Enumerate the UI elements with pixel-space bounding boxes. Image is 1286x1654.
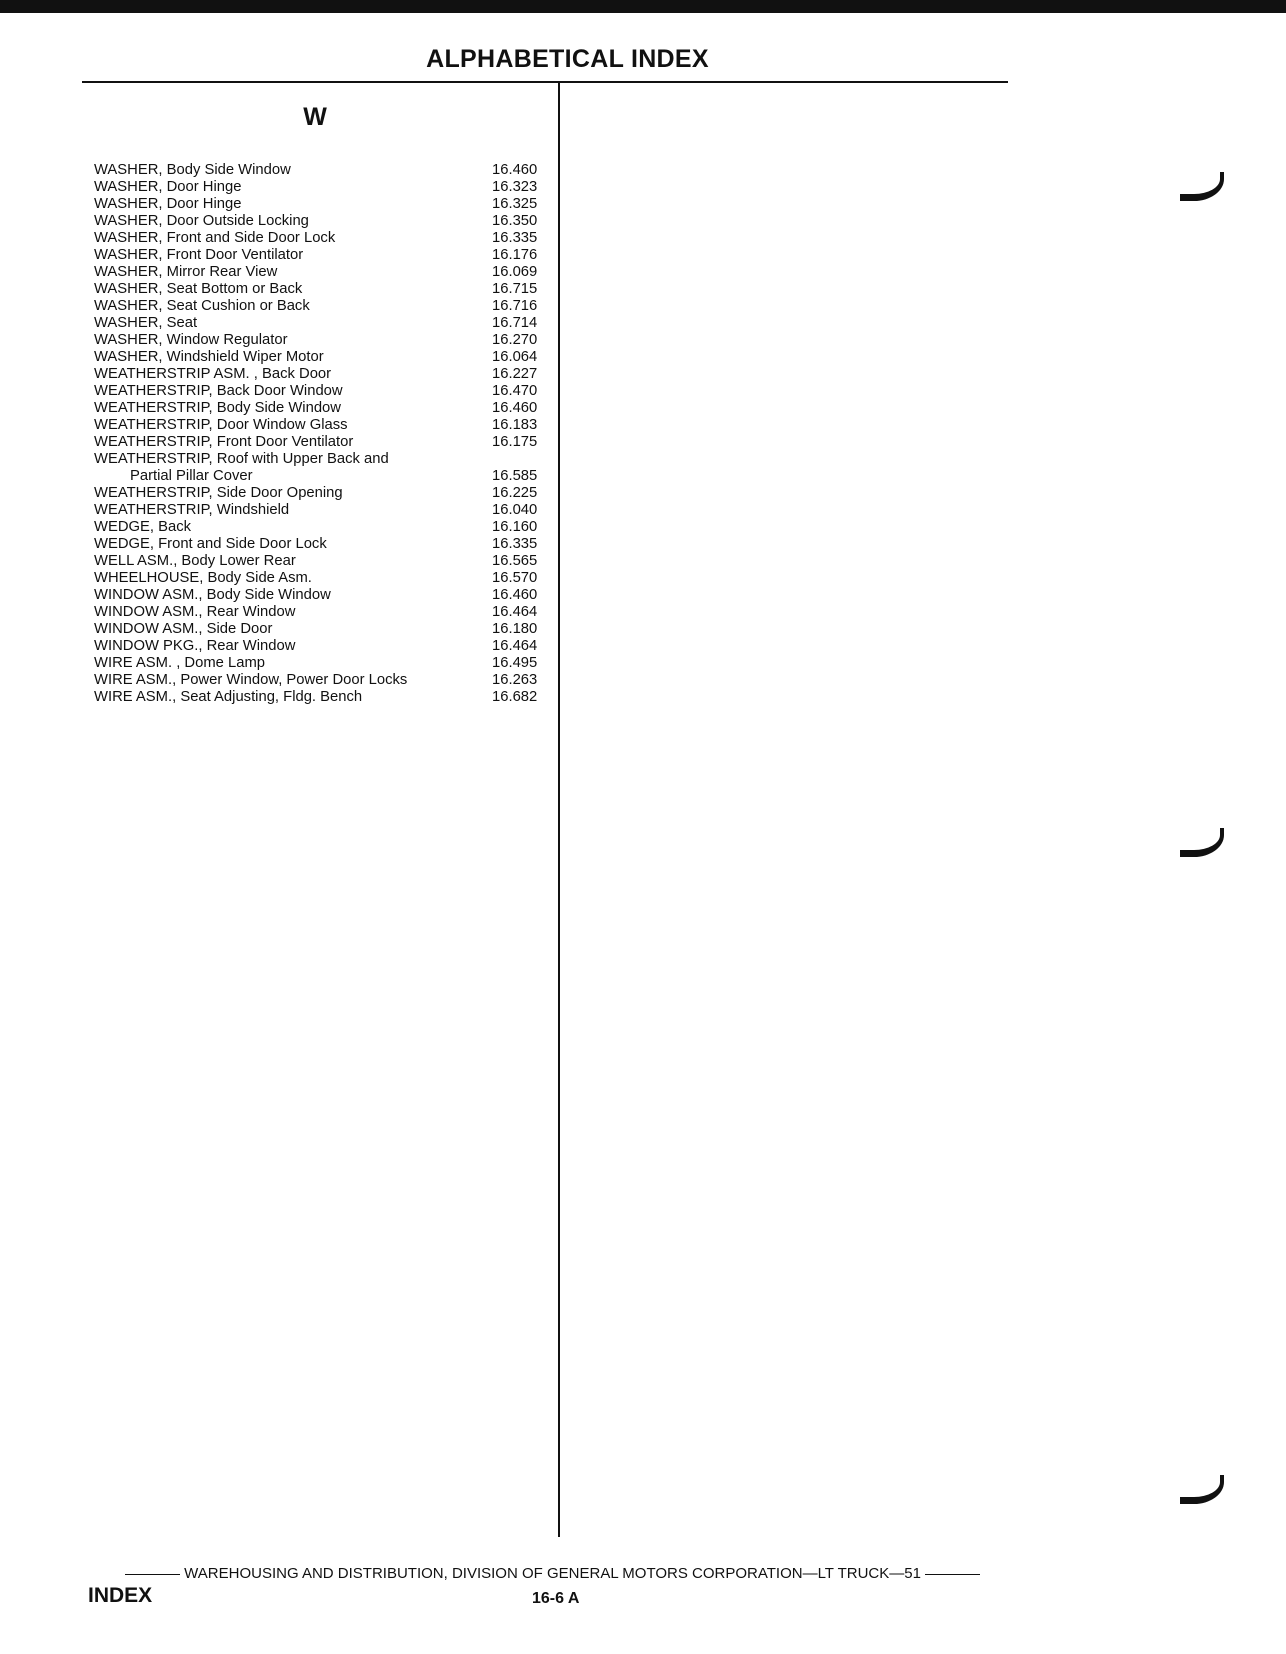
index-entry-label: WIRE ASM., Seat Adjusting, Fldg. Bench ..... xyxy=(94,689,452,706)
index-entry-label: WASHER, Seat ..... xyxy=(94,315,452,332)
index-entry xyxy=(94,604,549,621)
index-entry-page: 16.464 xyxy=(492,638,538,654)
index-entry-label: WINDOW ASM., Body Side Window ..... xyxy=(94,587,452,604)
index-entry xyxy=(94,298,549,315)
footer-rule-left xyxy=(125,1574,180,1575)
index-entry xyxy=(94,417,549,434)
index-entry-page: 16.227 xyxy=(492,366,538,382)
index-entry-page: 16.225 xyxy=(492,485,538,501)
index-entry xyxy=(94,366,549,383)
index-entry-label: WEATHERSTRIP, Door Window Glass ..... xyxy=(94,417,452,434)
index-entry xyxy=(94,264,549,281)
index-entry xyxy=(94,689,549,706)
index-entry-page: 16.263 xyxy=(492,672,538,688)
index-entry-page: 16.460 xyxy=(492,587,538,603)
index-entry xyxy=(94,434,549,451)
index-entry-page: 16.682 xyxy=(492,689,538,705)
index-entry-label: WEATHERSTRIP, Windshield ..... xyxy=(94,502,452,519)
index-entry-page: 16.335 xyxy=(492,230,538,246)
index-entry-label: WASHER, Seat Bottom or Back ..... xyxy=(94,281,452,298)
index-entry-label: WEDGE, Back ..... xyxy=(94,519,452,536)
publisher-footer xyxy=(125,1565,980,1582)
index-entry xyxy=(94,672,549,689)
section-letter: W xyxy=(303,103,327,131)
index-entry-label: WASHER, Mirror Rear View ..... xyxy=(94,264,452,281)
index-entry-label: WASHER, Door Hinge ..... xyxy=(94,179,452,196)
index-entry xyxy=(94,383,549,400)
index-entry xyxy=(94,213,549,230)
index-entry-label: WEATHERSTRIP, Side Door Opening ..... xyxy=(94,485,452,502)
index-entry-label: WEDGE, Front and Side Door Lock ..... xyxy=(94,536,452,553)
index-entry xyxy=(94,570,549,587)
index-entry xyxy=(94,230,549,247)
index-entry-page: 16.183 xyxy=(492,417,538,433)
index-entry xyxy=(94,485,549,502)
index-entry-label: WEATHERSTRIP, Body Side Window ..... xyxy=(94,400,452,417)
binder-punch-mark xyxy=(1180,172,1224,201)
page-number: 16-6 A xyxy=(532,1590,580,1607)
index-entry-label: WASHER, Body Side Window ..... xyxy=(94,162,452,179)
index-entry-label: WASHER, Door Outside Locking ..... xyxy=(94,213,452,230)
index-entry-page: 16.714 xyxy=(492,315,538,331)
index-entry xyxy=(94,519,549,536)
index-entry xyxy=(94,315,549,332)
index-entry-label: WASHER, Front Door Ventilator ..... xyxy=(94,247,452,264)
index-entry xyxy=(94,196,549,213)
index-entry-label: WEATHERSTRIP, Front Door Ventilator ..... xyxy=(94,434,452,451)
index-entry xyxy=(94,655,549,672)
index-entry xyxy=(94,468,549,485)
index-entry-page: 16.176 xyxy=(492,247,538,263)
index-entry-page: 16.495 xyxy=(492,655,538,671)
index-entry-page: 16.040 xyxy=(492,502,538,518)
index-entry-page: 16.715 xyxy=(492,281,538,297)
index-entry xyxy=(94,162,549,179)
index-entry xyxy=(94,349,549,366)
index-entry-label: WEATHERSTRIP ASM. , Back Door ..... xyxy=(94,366,452,383)
index-entry-page: 16.160 xyxy=(492,519,538,535)
index-entry-page: 16.180 xyxy=(492,621,538,637)
binder-punch-mark xyxy=(1180,1475,1224,1504)
index-entry-label: WINDOW ASM., Side Door ..... xyxy=(94,621,452,638)
index-entry-label: WELL ASM., Body Lower Rear ..... xyxy=(94,553,452,570)
index-entry xyxy=(94,502,549,519)
index-entry-page: 16.350 xyxy=(492,213,538,229)
index-entry xyxy=(94,400,549,417)
index-entry-page: 16.585 xyxy=(492,468,538,484)
column-divider xyxy=(558,83,560,1537)
index-entry-label: Partial Pillar Cover ..... xyxy=(94,468,452,485)
title-rule xyxy=(82,81,1008,83)
index-entry xyxy=(94,451,549,468)
index-entry-page: 16.460 xyxy=(492,400,538,416)
index-entry xyxy=(94,621,549,638)
section-label: INDEX xyxy=(88,1584,153,1607)
index-entry-label: WASHER, Front and Side Door Lock ..... xyxy=(94,230,452,247)
index-entry-label: WIRE ASM., Power Window, Power Door Locks ..... xyxy=(94,672,452,689)
index-entry-label: WASHER, Door Hinge ..... xyxy=(94,196,452,213)
index-entry-page: 16.325 xyxy=(492,196,538,212)
index-entry-page: 16.460 xyxy=(492,162,538,178)
index-entry-page: 16.464 xyxy=(492,604,538,620)
index-list xyxy=(94,162,549,706)
index-entry xyxy=(94,179,549,196)
index-entry-label: WASHER, Seat Cushion or Back ..... xyxy=(94,298,452,315)
index-entry-page: 16.335 xyxy=(492,536,538,552)
index-entry-label: WASHER, Window Regulator ..... xyxy=(94,332,452,349)
index-entry-page: 16.270 xyxy=(492,332,538,348)
index-entry xyxy=(94,587,549,604)
index-entry-label: WINDOW ASM., Rear Window ..... xyxy=(94,604,452,621)
index-entry-page: 16.175 xyxy=(492,434,538,450)
index-entry xyxy=(94,536,549,553)
index-entry-page: 16.565 xyxy=(492,553,538,569)
index-entry xyxy=(94,553,549,570)
index-entry-page: 16.323 xyxy=(492,179,538,195)
index-entry-page: 16.064 xyxy=(492,349,538,365)
index-entry xyxy=(94,638,549,655)
index-entry-label: WIRE ASM. , Dome Lamp ..... xyxy=(94,655,452,672)
publisher-text: WAREHOUSING AND DISTRIBUTION, DIVISION OF GENERAL MOTORS CORPORATION—LT TRUCK—51 xyxy=(184,1565,921,1582)
index-entry xyxy=(94,281,549,298)
index-entry-label: WASHER, Windshield Wiper Motor ..... xyxy=(94,349,452,366)
index-entry-label: WEATHERSTRIP, Back Door Window ..... xyxy=(94,383,452,400)
index-entry-page: 16.570 xyxy=(492,570,538,586)
index-entry xyxy=(94,247,549,264)
binder-punch-mark xyxy=(1180,828,1224,857)
top-rule xyxy=(0,0,1286,13)
index-entry-label: WEATHERSTRIP, Roof with Upper Back and xyxy=(94,451,389,467)
index-entry xyxy=(94,332,549,349)
index-entry-page: 16.716 xyxy=(492,298,538,314)
index-entry-page: 16.069 xyxy=(492,264,538,280)
footer-rule-right xyxy=(925,1574,980,1575)
index-entry-label: WHEELHOUSE, Body Side Asm. ..... xyxy=(94,570,452,587)
index-entry-page: 16.470 xyxy=(492,383,538,399)
page-title: ALPHABETICAL INDEX xyxy=(426,45,709,73)
index-entry-label: WINDOW PKG., Rear Window ..... xyxy=(94,638,452,655)
